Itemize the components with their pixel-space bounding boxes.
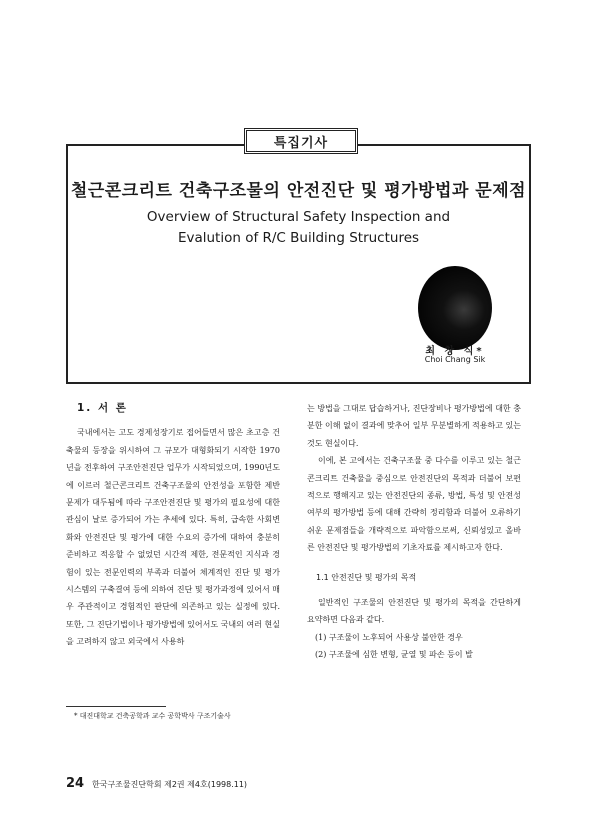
- page-number: 24: [66, 776, 85, 791]
- footnote: * 대진대학교 건축공학과 교수 공학박사 구조기술사: [74, 712, 231, 720]
- right-column: [307, 400, 521, 664]
- body-paragraph: 는 방법을 그대로 답습하거나, 진단장비나 평가방법에 대한 충분한 이해 없이 결과에 맞추어 일부 무분별하게 적용하고 있는 것도 현실이다.: [307, 404, 521, 448]
- journal-citation: 한국구조물진단학회 제2권 제4호(1998.11): [92, 780, 248, 789]
- body-paragraph: 이에, 본 고에서는 건축구조물 중 다수를 이루고 있는 철근콘크리트 건축물을 중심으로 안전진단의 목적과 더불어 보편적으로 행해지고 있는 안전진단의 종류, 방법, 특성 및 안전성 여부의 평가방법 등에 대해 간략히 정리함과 더불어 오류하기 쉬운 문제점들을 개략적으로 파악함으로써, 신뢰성있고 올바른 안전진단 및 평가방법의 기초자료를 제시하고자 한다.: [307, 456, 521, 553]
- article-title-english-line-1: Overview of Structural Safety Inspection and: [146, 209, 451, 225]
- section-heading: 1. 서 론: [77, 402, 128, 414]
- body-paragraph: 국내에서는 고도 경제성장기로 접어들면서 많은 초고층 건축물의 등장을 위시하여 그 규모가 대형화되기 시작한 1970년을 전후하여 구조안전진단 업무가 시작되었으며, 1990년도에 이르러 철근콘크리트 건축구조물의 안전성을 포함한 제반 문제가 대두됨에 따라 구조안전진단 및 평가의 필요성에 대한 관심이 날로 증가되어 가는 추세에 있다. 특히, 급속한 사회변화와 안전진단 및 평가에 대한 수요의 증가에 대하여 충분히 준비하고 적응할 수 없었던 시간적 제한, 전문적인 지식과 경험이 있는 전문인력의 부족과 더불어 체계적인 진단 및 평가 시스템의 구축결여 등에 의하여 진단 및 평가과정에 있어서 매우 주관적이고 경험적인 판단에 의존하고 있는 실정에 있다. 또한, 그 진단기법이나 평가방법에 있어서도 국내의 여러 현실을 고려하지 않고 외국에서 사용하: [66, 428, 280, 647]
- author-name-korean: 최 창 식*: [425, 346, 485, 357]
- section-badge: 특집기사: [244, 128, 358, 154]
- article-title-english-line-2: Evalution of R/C Building Structures: [177, 230, 420, 246]
- footnote-divider: [66, 706, 166, 707]
- author-photo: [418, 266, 492, 350]
- list-item: (2) 구조물에 심한 변형, 균열 및 파손 등이 발: [315, 650, 473, 660]
- left-column: [66, 400, 280, 651]
- article-title-korean: 철근콘크리트 건축구조물의 안전진단 및 평가방법과 문제점: [70, 181, 527, 201]
- subsection-heading: 1.1 안전진단 및 평가의 목적: [316, 572, 417, 582]
- body-paragraph: 일반적인 구조물의 안전진단 및 평가의 목적을 간단하게 요약하면 다음과 같다.: [307, 598, 521, 625]
- list-item: (1) 구조물이 노후되어 사용상 불안한 경우: [315, 632, 463, 642]
- author-name-english: Choi Chang Sik: [424, 355, 486, 364]
